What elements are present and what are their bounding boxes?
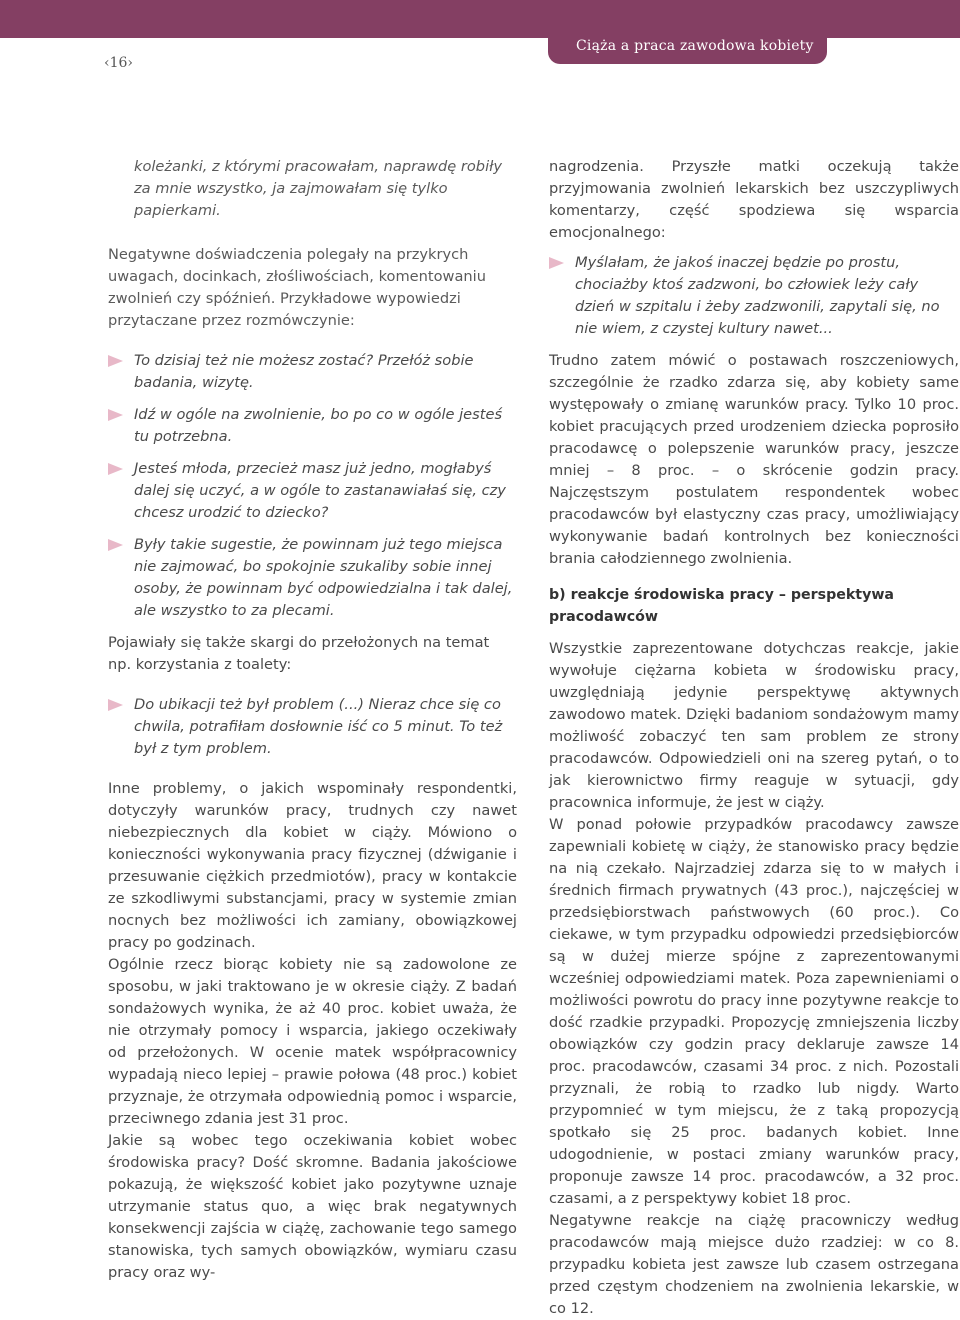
page-number: ‹16› <box>104 55 134 71</box>
quote-text: Do ubikacji też był problem (...) Nieraz chce się co chwila, potrafiłam dosłownie iść co 5 minut. To też był z tym problem. <box>134 696 503 757</box>
paragraph: Negatywne doświadczenia polegały na przykrych uwagach, docinkach, złośliwościach, komentowaniu zwolnień czy spóźnień. Przykładowe wypowiedzi przytaczane przez rozmówczynie: <box>108 246 486 329</box>
bullet-arrow-icon <box>108 699 123 711</box>
bullet-arrow-icon <box>108 409 123 421</box>
paragraph: Trudno zatem mówić o postawach roszczeniowych, szczególnie że rzadko zdarza się, aby kobiety same występowały o zmianę warunków pracy. Tylko 10 proc. kobiet pracujących przed urodzeniem dziecka poprosiło pracodawcę o polepszenie warunków pracy, jeszcze mniej – 8 proc. – o skrócenie godzin pracy. Najczęstszym postulatem respondentek wobec pracodawców był elastyczny czas pracy, umożliwiający wykonywanie badań kontrolnych bez konieczności brania całodziennego zwolnienia. <box>549 352 959 567</box>
section-title: Ciąża a praca zawodowa kobiety <box>576 38 814 54</box>
quote-text: Były takie sugestie, że powinnam już tego miejsca nie zajmować, bo spokojnie szukaliby sobie innej osoby, że powinnam być odpowiedzialna i tak dalej, ale wszystko to za plecami. <box>134 536 513 619</box>
bullet-arrow-icon <box>549 257 564 269</box>
quote <box>549 252 959 340</box>
quote-text: Jesteś młoda, przecież masz już jedno, mogłabyś dalej się uczyć, a w ogóle to zastanawiałaś się, czy chcesz urodzić to dziecko? <box>134 460 506 521</box>
paragraph: Jakie są wobec tego oczekiwania kobiet wobec środowiska pracy? Dość skromne. Badania jakościowe pokazują, że większość kobiet jako pozytywne uznaje utrzymanie status quo, a więc brak negatywnych konsekwencji zajścia w ciążę, zachowanie tego samego stanowiska, tych samych obowiązków, wymiaru czasu pracy oraz wy- <box>108 1132 517 1281</box>
quote <box>108 404 517 448</box>
section-heading: b) reakcje środowiska pracy – perspektywa pracodawców <box>549 587 894 625</box>
quote <box>108 458 517 524</box>
quote-text: To dzisiaj też nie możesz zostać? Przełóż sobie badania, wizytę. <box>134 352 474 391</box>
paragraph: Pojawiały się także skargi do przełożonych na temat np. korzystania z toalety: <box>108 634 490 673</box>
paragraph: Inne problemy, o jakich wspominały respondentki, dotyczyły warunków pracy, trudnych czy nawet niebezpiecznych dla kobiet w ciąży. Mówiono o konieczności wykonywania pracy fizycznej (dźwiganie i przesuwanie ciężkich przedmiotów), pracy w kontakcie ze szkodliwymi substancjami, pracy w systemie zmian nocnych bez możliwości ich zamiany, obowiązkowej pracy po godzinach. <box>108 780 517 951</box>
intro-quote-continuation: koleżanki, z którymi pracowałam, naprawdę robiły za mnie wszystko, ja zajmowałam się tylko papierkami. <box>134 158 502 219</box>
paragraph: Negatywne reakcje na ciążę pracowniczy według pracodawców mają miejsce dużo rzadziej: w co 8. przypadku kobieta jest zawsze lub czasem ostrzegana przed częstym chodzeniem na zwolnienia lekarskie, w co 12. <box>549 1212 959 1317</box>
bullet-arrow-icon <box>108 463 123 475</box>
section-title-tab <box>548 28 827 64</box>
paragraph: W ponad połowie przypadków pracodawcy zawsze zapewniali kobietę w ciąży, że stanowisko pracy będzie na nią czekało. Najrzadziej zdarza się to w małych i średnich firmach prywatnych (43 proc.), najczęściej w przedsiębiorstwach państwowych (60 proc.). Co ciekawe, w tym przypadku odpowiedzi przedsiębiorców są w dużej mierze spójne z zaprezentowanymi wcześniej odpowiedziami matek. Poza zapewnieniami o możliwości powrotu do pracy inne pozytywne reakcje to dość rzadkie przypadki. Propozycję zmniejszenia liczby obowiązków czy godzin pracy deklaruje zawsze 14 proc. pracodawców, czasami 34 proc. z nich. Pozostali przyznali, że robią to rzadko lub nigdy. Warto przypomnieć w tym miejscu, że z taką propozycją spotkało się 25 proc. badanych kobiet. Inne udogodnienie, w postaci zmiany warunków pracy, proponuje zawsze 14 proc. pracodawców, a 32 proc. czasami, a z perspektywy kobiet 18 proc. <box>549 816 959 1207</box>
left-column <box>108 156 517 1284</box>
quote <box>108 534 517 622</box>
right-column <box>549 156 959 1320</box>
quote <box>108 694 517 760</box>
quote <box>108 350 517 394</box>
paragraph: Wszystkie zaprezentowane dotychczas reakcje, jakie wywołuje ciężarna kobieta w środowisku pracy, uwzględniają jedynie perspektywę aktywnych zawodowo matek. Dzięki badaniom sondażowym mamy możliwość zobaczyć ten sam problem ze strony pracodawców. Odpowiedzieli oni na szereg pytań, o to jak kierownictwo firmy reaguje w sytuacji, gdy pracownica informuje, że jest w ciąży. <box>549 640 959 811</box>
bullet-arrow-icon <box>108 539 123 551</box>
bullet-arrow-icon <box>108 355 123 367</box>
quote-text: Idź w ogóle na zwolnienie, bo po co w ogóle jesteś tu potrzebna. <box>134 406 503 445</box>
paragraph: Ogólnie rzecz biorąc kobiety nie są zadowolone ze sposobu, w jaki traktowano je w okresie ciąży. Z badań sondażowych wynika, że aż 40 proc. kobiet uważa, że nie otrzymały pomocy i wsparcia, jakiego oczekiwały od przełożonych. W ocenie matek współpracownicy wypadają nieco lepiej – prawie połowa (48 proc.) kobiet przyznaje, że otrzymała odpowiednią pomoc i wsparcie, przeciwnego zdania jest 31 proc. <box>108 956 517 1127</box>
paragraph: nagrodzenia. Przyszłe matki oczekują także przyjmowania zwolnień lekarskich bez uszczypliwych komentarzy, część spodziewa się wsparcia emocjonalnego: <box>549 158 959 241</box>
quote-text: Myślałam, że jakoś inaczej będzie po prostu, chociażby ktoś zadzwoni, bo człowiek leży cały dzień w szpitalu i żeby zadzwonili, zapytali się, no nie wiem, z czystej kultury nawet... <box>575 254 940 337</box>
